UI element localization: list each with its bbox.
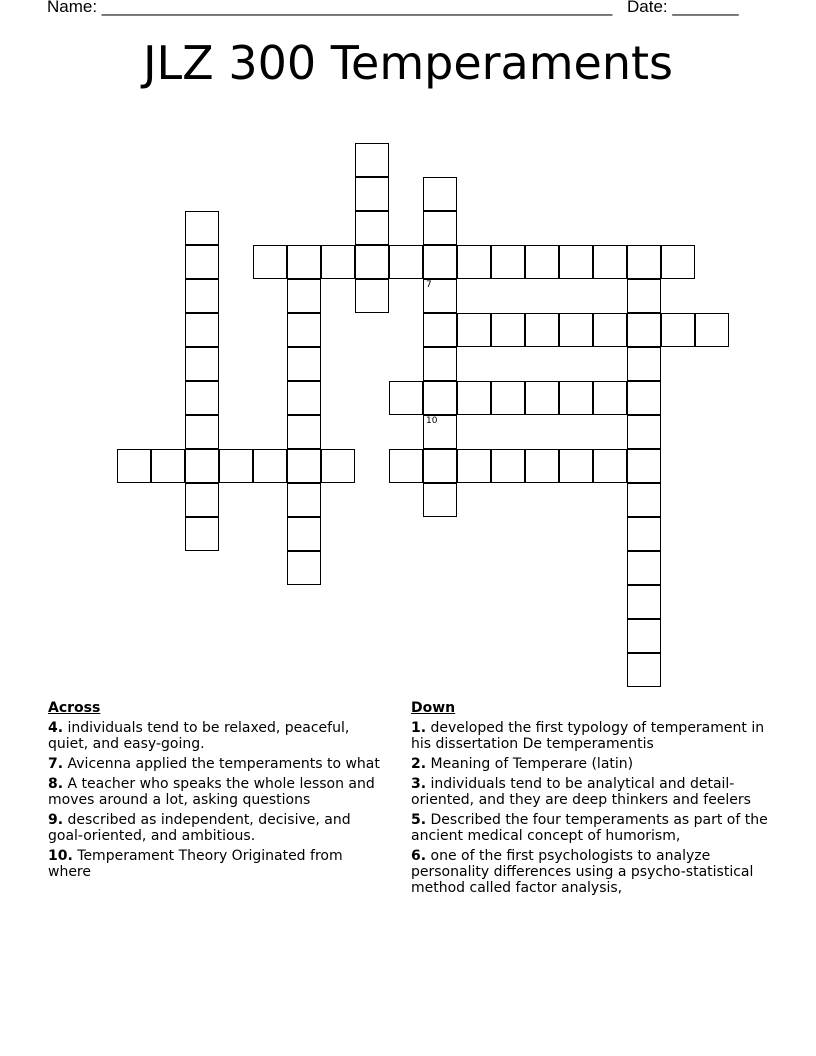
grid-cell[interactable] — [423, 177, 457, 211]
grid-cell[interactable] — [287, 381, 321, 415]
grid-cell[interactable] — [219, 449, 253, 483]
grid-cell[interactable] — [457, 245, 491, 279]
grid-cell[interactable] — [355, 279, 389, 313]
across-heading: Across — [48, 700, 101, 716]
down-clue — [411, 848, 781, 896]
clue-text: Described the four temperaments as part of the ancient medical concept of humorism, — [411, 812, 768, 844]
grid-cell[interactable] — [185, 415, 219, 449]
grid-cell[interactable] — [627, 585, 661, 619]
down-clue — [411, 776, 781, 808]
grid-cell[interactable] — [185, 381, 219, 415]
clue-number: 8. — [48, 776, 64, 792]
grid-cell[interactable] — [593, 449, 627, 483]
clue-text: developed the first typology of temperament in his dissertation De temperamentis — [411, 720, 765, 752]
grid-cell[interactable] — [559, 381, 593, 415]
grid-cell[interactable] — [559, 245, 593, 279]
grid-cell[interactable] — [627, 483, 661, 517]
across-clues — [48, 700, 388, 884]
grid-cell[interactable] — [423, 449, 457, 483]
grid-cell[interactable] — [423, 381, 457, 415]
grid-cell[interactable] — [423, 279, 457, 313]
grid-cell[interactable] — [593, 245, 627, 279]
grid-cell[interactable] — [185, 245, 219, 279]
page-title: JLZ 300 Temperaments — [142, 36, 673, 90]
clue-number: 7. — [48, 756, 64, 772]
grid-cell[interactable] — [321, 449, 355, 483]
grid-cell[interactable] — [185, 279, 219, 313]
grid-cell[interactable] — [423, 211, 457, 245]
grid-cell[interactable] — [185, 449, 219, 483]
grid-cell[interactable] — [151, 449, 185, 483]
grid-cell[interactable] — [457, 313, 491, 347]
grid-cell[interactable] — [627, 415, 661, 449]
grid-cell[interactable] — [287, 279, 321, 313]
across-clue — [48, 776, 388, 808]
down-clue — [411, 720, 781, 752]
clue-number: 2. — [411, 756, 427, 772]
grid-cell[interactable] — [559, 449, 593, 483]
grid-cell[interactable] — [423, 415, 457, 449]
clue-text: Meaning of Temperare (latin) — [430, 756, 634, 772]
clue-text: individuals tend to be relaxed, peaceful, quiet, and easy-going. — [48, 720, 350, 752]
clue-text: A teacher who speaks the whole lesson and moves around a lot, asking questions — [48, 776, 375, 808]
clue-text: individuals tend to be analytical and detail-oriented, and they are deep thinkers and feelers — [411, 776, 751, 808]
grid-cell[interactable] — [627, 245, 661, 279]
grid-cell[interactable] — [423, 347, 457, 381]
grid-cell[interactable] — [185, 347, 219, 381]
grid-cell[interactable] — [491, 313, 525, 347]
clue-text: Temperament Theory Originated from where — [48, 848, 343, 880]
grid-cell[interactable] — [287, 347, 321, 381]
grid-cell[interactable] — [389, 449, 423, 483]
clue-number: 6. — [411, 848, 427, 864]
grid-cell[interactable] — [525, 245, 559, 279]
grid-cell[interactable] — [457, 449, 491, 483]
grid-cell[interactable] — [389, 245, 423, 279]
grid-cell[interactable] — [287, 449, 321, 483]
grid-cell[interactable] — [287, 415, 321, 449]
clue-text: described as independent, decisive, and goal-oriented, and ambitious. — [48, 812, 351, 844]
grid-cell[interactable] — [185, 313, 219, 347]
grid-cell[interactable] — [457, 381, 491, 415]
grid-cell[interactable] — [355, 245, 389, 279]
grid-cell[interactable] — [525, 381, 559, 415]
grid-cell[interactable] — [321, 245, 355, 279]
grid-cell[interactable] — [627, 449, 661, 483]
grid-cell[interactable] — [525, 313, 559, 347]
clue-number: 4. — [48, 720, 64, 736]
grid-cell[interactable] — [491, 245, 525, 279]
grid-cell[interactable] — [423, 313, 457, 347]
grid-cell[interactable] — [287, 313, 321, 347]
grid-cell[interactable] — [117, 449, 151, 483]
down-clue — [411, 812, 781, 844]
grid-cell[interactable] — [491, 449, 525, 483]
grid-cell[interactable] — [287, 245, 321, 279]
name-line: Name: ______________________________________________________ — [47, 0, 613, 16]
grid-cell[interactable] — [185, 483, 219, 517]
clue-number-label: 7 — [426, 280, 432, 290]
across-clue — [48, 848, 388, 880]
grid-cell[interactable] — [185, 517, 219, 551]
grid-cell[interactable] — [559, 313, 593, 347]
grid-cell[interactable] — [185, 211, 219, 245]
grid-cell[interactable] — [423, 245, 457, 279]
grid-cell[interactable] — [627, 347, 661, 381]
clue-text: one of the first psychologists to analyze personality differences using a psycho-statistical method called factor analysis, — [411, 848, 754, 896]
across-clue — [48, 756, 388, 772]
grid-cell[interactable] — [287, 483, 321, 517]
grid-cell[interactable] — [423, 483, 457, 517]
grid-cell[interactable] — [627, 517, 661, 551]
grid-cell[interactable] — [491, 381, 525, 415]
grid-cell[interactable] — [287, 551, 321, 585]
grid-cell[interactable] — [253, 245, 287, 279]
down-heading: Down — [411, 700, 456, 716]
grid-cell[interactable] — [695, 313, 729, 347]
clue-number: 5. — [411, 812, 427, 828]
clue-number: 9. — [48, 812, 64, 828]
grid-cell[interactable] — [287, 517, 321, 551]
grid-cell[interactable] — [389, 381, 423, 415]
across-clue — [48, 812, 388, 844]
grid-cell[interactable] — [355, 143, 389, 177]
clue-number: 3. — [411, 776, 427, 792]
date-line: Date: _______ — [627, 0, 739, 16]
grid-cell[interactable] — [355, 211, 389, 245]
down-clues — [411, 700, 781, 900]
grid-cell[interactable] — [627, 313, 661, 347]
clue-number-label: 10 — [426, 416, 438, 426]
grid-cell[interactable] — [661, 245, 695, 279]
grid-cell[interactable] — [627, 381, 661, 415]
grid-cell[interactable] — [525, 449, 559, 483]
down-clue — [411, 756, 781, 772]
clue-number: 10. — [48, 848, 73, 864]
grid-cell[interactable] — [253, 449, 287, 483]
clue-number: 1. — [411, 720, 427, 736]
grid-cell[interactable] — [627, 619, 661, 653]
grid-cell[interactable] — [593, 313, 627, 347]
grid-cell[interactable] — [627, 279, 661, 313]
grid-cell[interactable] — [593, 381, 627, 415]
clue-text: Avicenna applied the temperaments to what — [67, 756, 380, 772]
grid-cell[interactable] — [355, 177, 389, 211]
grid-cell[interactable] — [627, 551, 661, 585]
grid-cell[interactable] — [627, 653, 661, 687]
grid-cell[interactable] — [661, 313, 695, 347]
across-clue — [48, 720, 388, 752]
